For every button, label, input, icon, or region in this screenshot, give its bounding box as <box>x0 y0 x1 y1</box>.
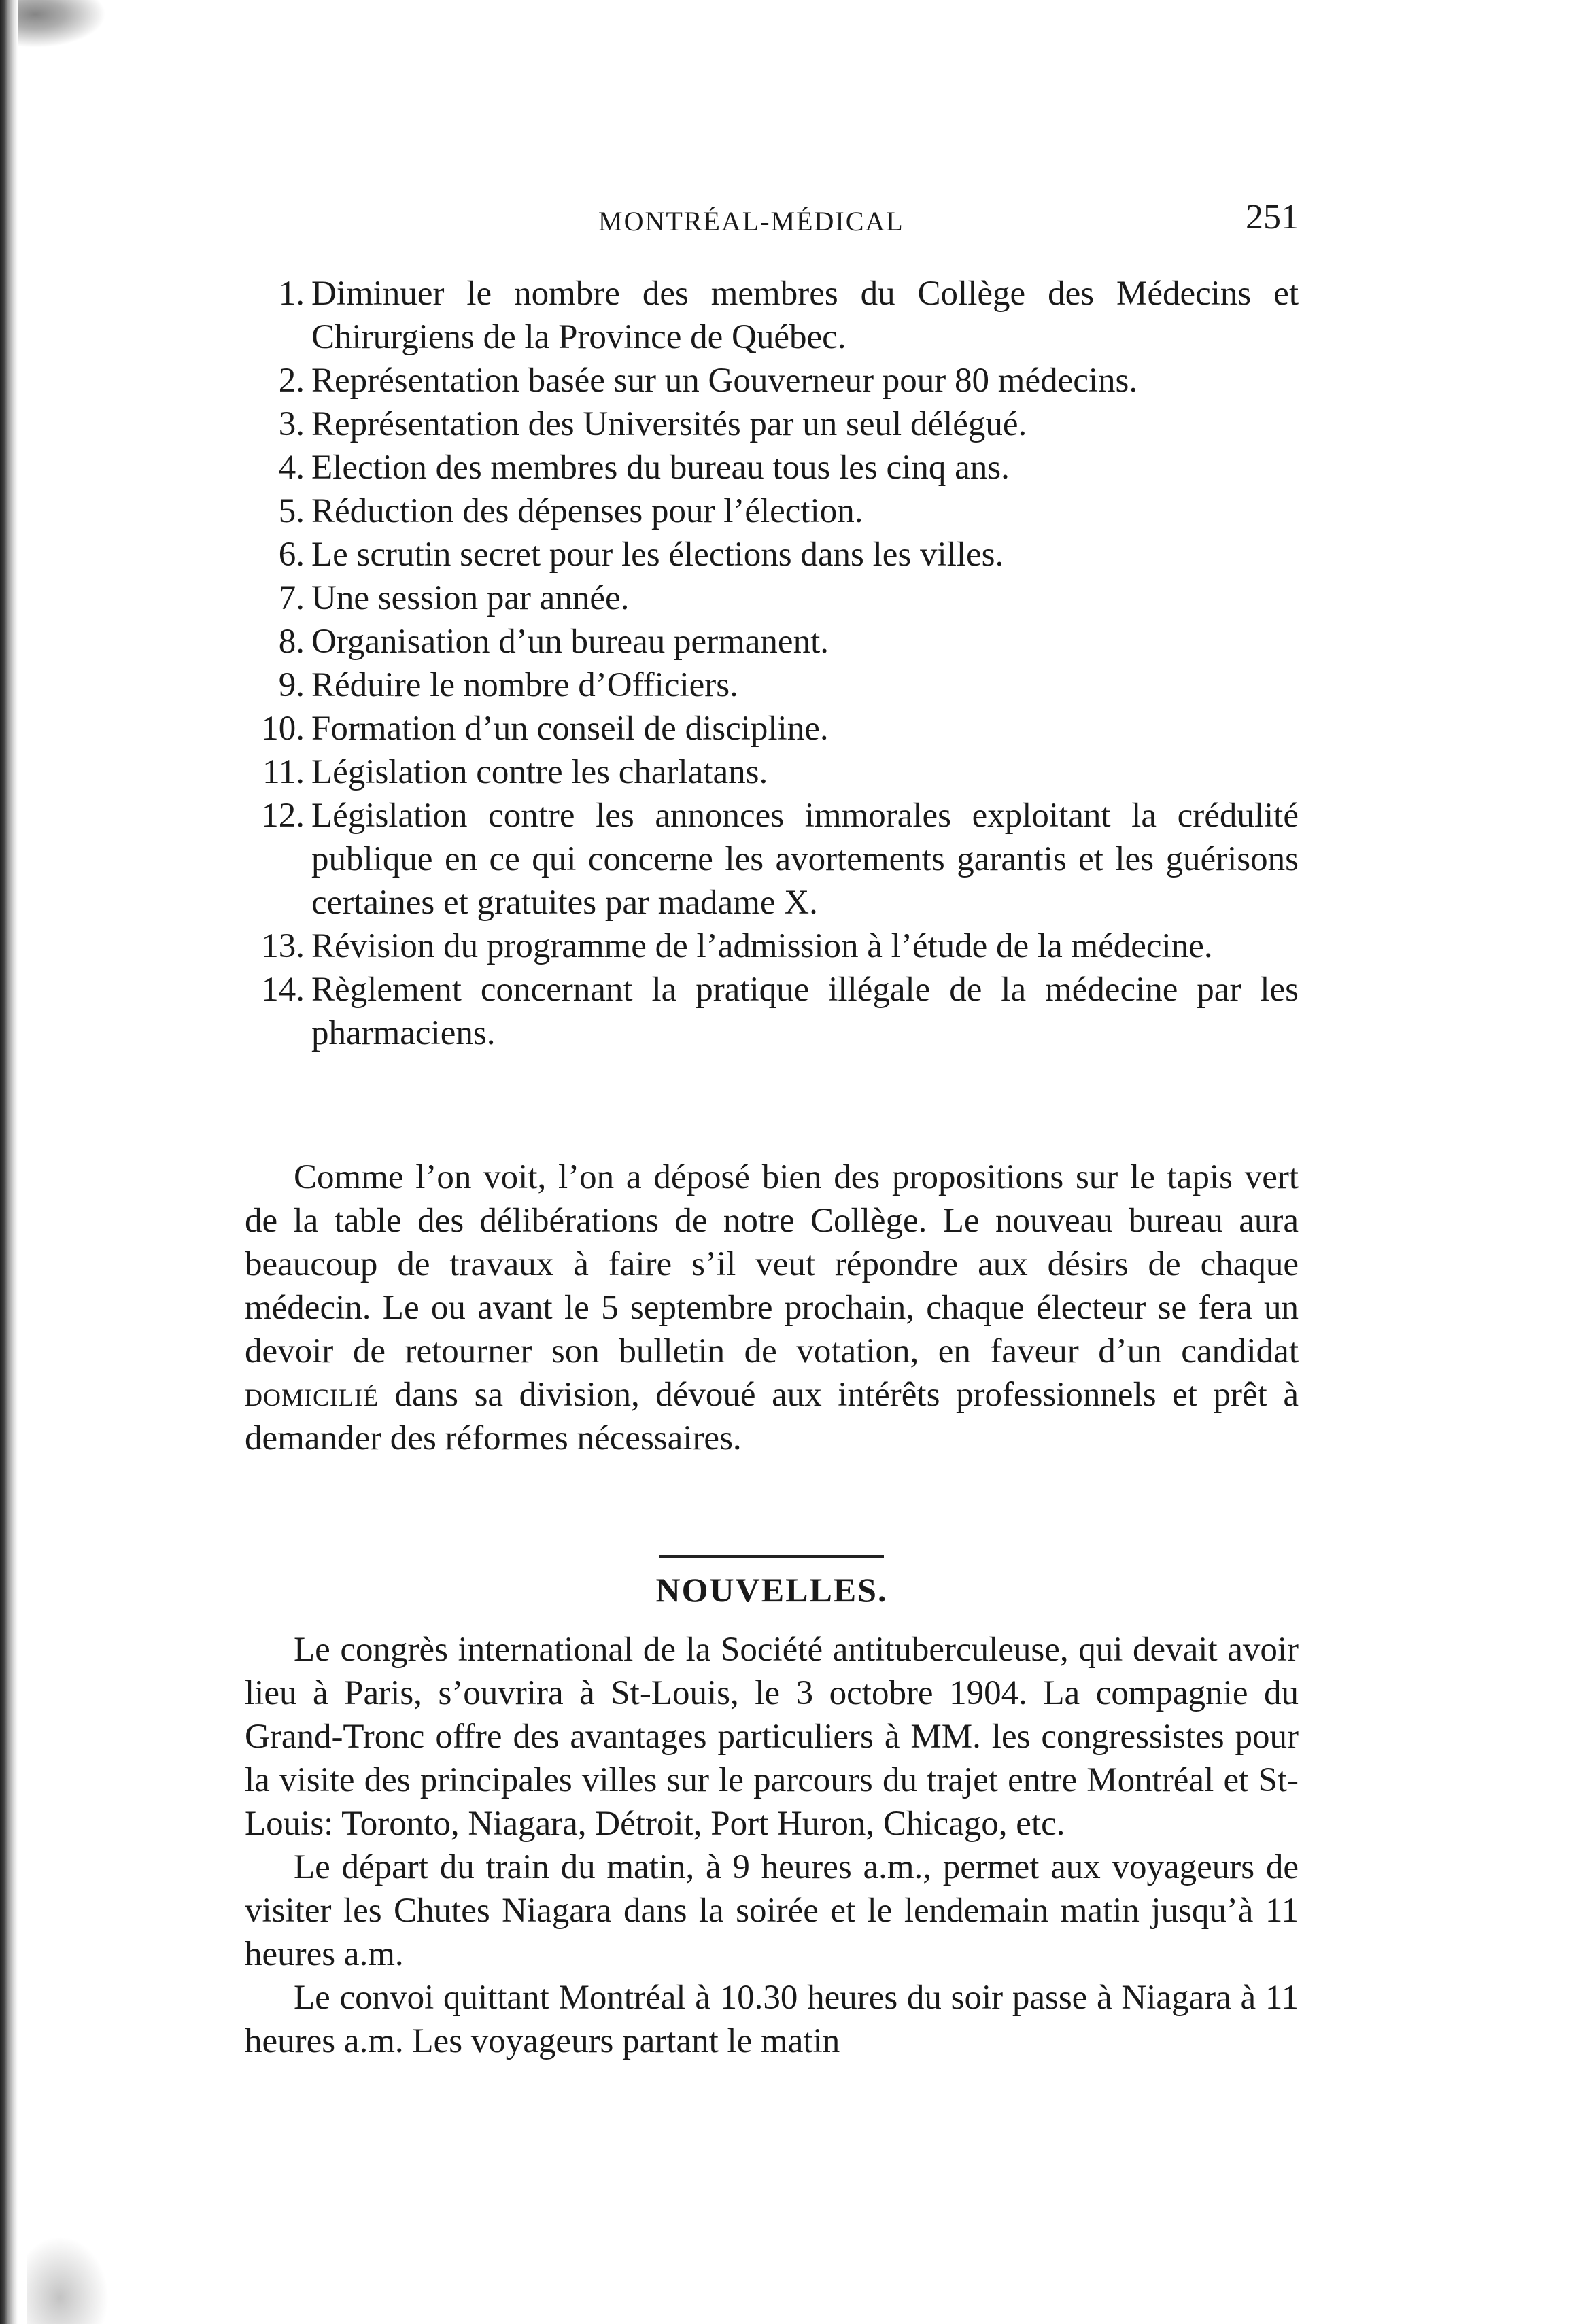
list-item-text: Réduction des dépenses pour l’élection. <box>311 492 863 530</box>
list-item-number: 6. <box>278 536 305 574</box>
list-item-number: 11. <box>262 753 305 791</box>
list-item <box>245 620 1299 663</box>
list-item-text: Représentation des Universités par un seul délégué. <box>311 405 1027 443</box>
list-item-number: 12. <box>261 797 305 835</box>
list-item-number: 9. <box>278 666 305 704</box>
closing-paragraph-block <box>245 1156 1299 1460</box>
list-item-text: Réduire le nombre d’Officiers. <box>311 666 738 704</box>
list-item-text: Législation contre les charlatans. <box>311 753 768 791</box>
list-item-number: 1. <box>278 275 305 313</box>
list-item-number: 10. <box>261 710 305 748</box>
list-item <box>245 489 1299 533</box>
news-paragraph: Le congrès international de la Société antituberculeuse, qui devait avoir lieu à Paris, s’ouvrira à St-Louis, le 3 octobre 1904. La compagnie du Grand-Tronc offre des avantages particuliers à MM. les congressistes pour la visite des principales villes sur le parcours du trajet entre Montréal et St-Louis: Toronto, Niagara, Détroit, Port Huron, Chicago, etc. <box>245 1631 1299 1843</box>
running-head: MONTRÉAL-MÉDICAL <box>598 206 904 237</box>
proposal-list <box>245 272 1299 1055</box>
list-item-text: Règlement concernant la pratique illégale de la médecine par les pharmaciens. <box>311 971 1299 1052</box>
list-item-text: Formation d’un conseil de discipline. <box>311 710 829 748</box>
binding-stain-bottom <box>27 2236 109 2324</box>
news-paragraph: Le départ du train du matin, à 9 heures a.m., permet aux voyageurs de visiter les Chutes Niagara dans la soirée et le lendemain matin jusqu’à 11 heures a.m. <box>245 1848 1299 1973</box>
binding-edge <box>0 0 18 2324</box>
news-paragraph: Le convoi quittant Montréal à 10.30 heures du soir passe à Niagara à 11 heures a.m. Les voyageurs partant le matin <box>245 1979 1299 2060</box>
section-divider <box>659 1555 884 1558</box>
list-item <box>245 533 1299 576</box>
closing-paragraph-text: Comme l’on voit, l’on a déposé bien des propositions sur le tapis vert de la table des délibérations de notre Collège. Le nouveau bureau aura beaucoup de travaux à faire s’il veut répondre aux désirs de chaque médecin. Le ou avant le 5 septembre prochain, chaque électeur se fera un devoir de retourner son bulletin de votation, en faveur d’un candidat <box>245 1158 1299 1370</box>
list-item-text: Révision du programme de l’admission à l’étude de la médecine. <box>311 927 1213 965</box>
list-item-number: 3. <box>278 405 305 443</box>
list-item-number: 5. <box>278 492 305 530</box>
list-item <box>245 924 1299 968</box>
list-item <box>245 446 1299 489</box>
list-item <box>245 968 1299 1055</box>
page-number: 251 <box>1246 198 1299 237</box>
closing-paragraph <box>245 1156 1299 1460</box>
binding-stain-top <box>18 0 106 48</box>
list-item-number: 4. <box>278 449 305 487</box>
list-item-number: 13. <box>261 927 305 965</box>
list-item-number: 14. <box>261 971 305 1009</box>
domicilie-term: domicilié <box>245 1376 379 1414</box>
list-item-text: Organisation d’un bureau permanent. <box>311 623 829 661</box>
list-item-text: Diminuer le nombre des membres du Collège des Médecins et Chirurgiens de la Province de Québec. <box>311 275 1299 356</box>
page-header <box>245 197 1299 245</box>
list-item <box>245 750 1299 794</box>
list-item-number: 2. <box>278 362 305 400</box>
news-section <box>245 1628 1299 2063</box>
section-heading: NOUVELLES. <box>655 1571 888 1609</box>
list-item-number: 8. <box>278 623 305 661</box>
list-item <box>245 359 1299 402</box>
closing-paragraph-text-end: dans sa division, dévoué aux intérêts professionnels et prêt à demander des réformes nécessaires. <box>245 1376 1299 1457</box>
list-item <box>245 272 1299 359</box>
list-item-text: Une session par année. <box>311 579 630 617</box>
list-item <box>245 794 1299 924</box>
list-item <box>245 663 1299 707</box>
list-item-number: 7. <box>278 579 305 617</box>
list-item-text: Représentation basée sur un Gouverneur pour 80 médecins. <box>311 362 1138 400</box>
list-item <box>245 707 1299 750</box>
list-item <box>245 576 1299 620</box>
list-item-text: Le scrutin secret pour les élections dans les villes. <box>311 536 1004 574</box>
list-item <box>245 402 1299 446</box>
list-item-text: Election des membres du bureau tous les cinq ans. <box>311 449 1010 487</box>
list-item-text: Législation contre les annonces immorales exploitant la crédulité publique en ce qui concerne les avortements garantis et les guérisons certaines et gratuites par madame X. <box>311 797 1299 922</box>
